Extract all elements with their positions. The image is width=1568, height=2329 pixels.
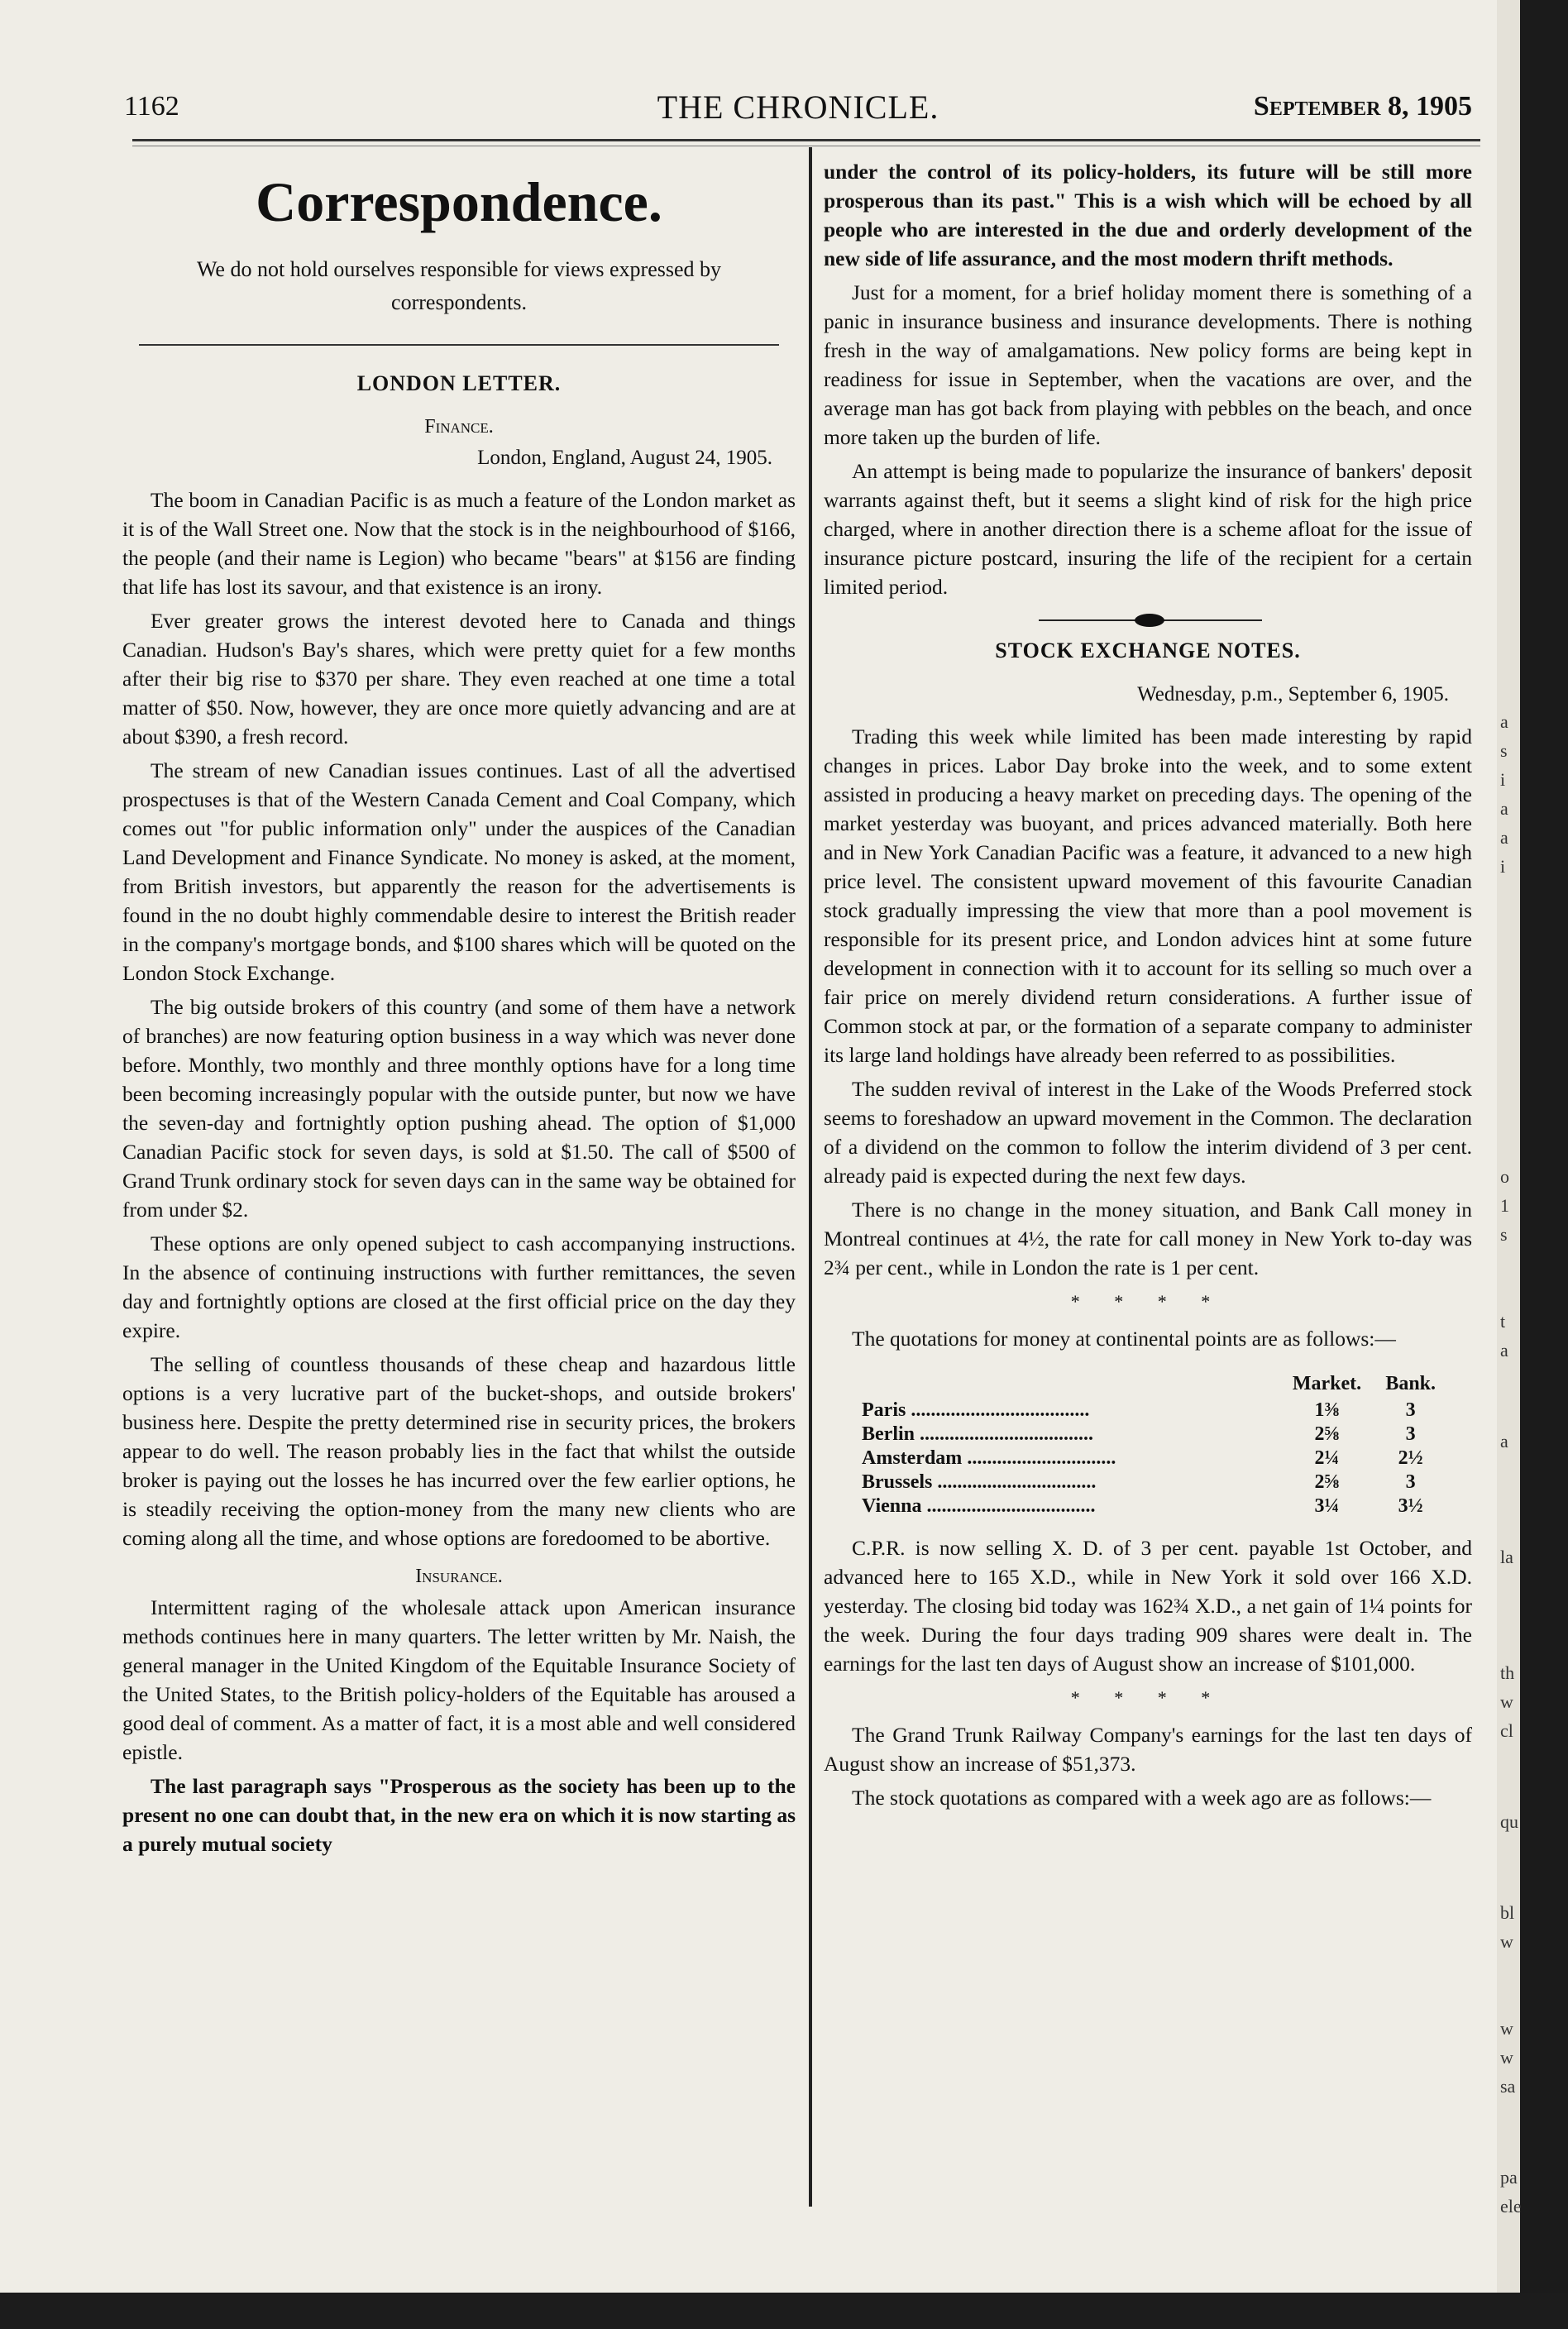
- table-header-row: [857, 1370, 1452, 1399]
- margin-fragment: i: [1500, 769, 1506, 790]
- paragraph: C.P.R. is now selling X. D. of 3 per cent. payable 1st October, and advanced here to 165 X.D., while in New York it sold over 166 X.D. yesterday. The closing bid today was 162¾ X.D., a net gain of 1¼ points for the week. During the four days trading 909 shares were dealt in. The earnings for the last ten days of August show an increase of $101,000.: [824, 1536, 1472, 1676]
- section-title: Correspondence.: [256, 170, 662, 233]
- table-row: [857, 1447, 1452, 1471]
- paragraph: The stock quotations as compared with a week ago are as follows:—: [852, 1786, 1432, 1810]
- paragraph: The sudden revival of interest in the Lake of the Woods Preferred stock seems to foreshadow an upward movement in the Common. The declaration of a dividend on the common to follow the interim dividend of 3 per cent. already paid is expected during the next few days.: [824, 1077, 1472, 1188]
- rate-place: Vienna ..................................: [862, 1495, 1096, 1517]
- paragraph: under the control of its policy-holders, its future will be still more prosperous than its past." This is a wish which will be echoed by all people who are interested in the due and orderly development of the new side of life assurance, and the most modern thrift methods.: [824, 160, 1472, 270]
- paragraph: Ever greater grows the interest devoted here to Canada and things Canadian. Hudson's Bay's shares, which were pretty quiet for a few months after their big rise to $370 per share. They even reached at one time a total matter of $50. Now, however, they are once more quietly advancing and are at about $390, a fresh record.: [122, 609, 796, 748]
- margin-fragment: a: [1500, 1431, 1508, 1451]
- rate-market: 2¼: [1314, 1447, 1340, 1469]
- ornament-dot: [1135, 614, 1164, 627]
- scan-bottom-edge: [0, 2293, 1568, 2329]
- table-row: [857, 1494, 1452, 1518]
- margin-fragment: ele: [1500, 2196, 1522, 2217]
- margin-fragment: bl: [1500, 1902, 1515, 1923]
- article-dateline: London, England, August 24, 1905.: [477, 447, 772, 469]
- separator-stars: * * * *: [1070, 1687, 1226, 1708]
- margin-fragment: sa: [1500, 2076, 1516, 2097]
- rate-bank: 3: [1405, 1423, 1416, 1445]
- money-rates-table: [857, 1370, 1452, 1518]
- rate-market: 2⅝: [1314, 1423, 1340, 1445]
- article-title: STOCK EXCHANGE NOTES.: [995, 638, 1301, 662]
- paragraph: Just for a moment, for a brief holiday moment there is something of a panic in insurance business and insurance developments. There is nothing fresh in the way of amalgamations. New policy forms are being kept in readiness for issue in September, when the vacations are over, and the average man has got back from playing with pebbles on the beach, and once more taken up the burden of life.: [824, 280, 1472, 449]
- margin-fragment: 1: [1500, 1195, 1509, 1216]
- paragraph: An attempt is being made to popularize the insurance of bankers' deposit warrants against theft, but it seems a slight kind of risk for the high price charged, where in another direction there is a scheme afloat for the issue of insurance picture postcard, insuring the life of the recipient for a certain limited period.: [824, 459, 1472, 599]
- margin-fragment: o: [1500, 1166, 1509, 1187]
- margin-fragment: la: [1500, 1547, 1513, 1567]
- paragraph: There is no change in the money situation, and Bank Call money in Montreal continues at 4½, the rate for call money in New York to-day was 2¾ per cent., while in London the rate is 1 per cent.: [824, 1198, 1472, 1279]
- rate-place: Paris ....................................: [862, 1399, 1090, 1421]
- margin-fragment: s: [1500, 740, 1508, 761]
- column-divider: [809, 147, 812, 2207]
- left-column: [122, 157, 796, 1863]
- paragraph: The stream of new Canadian issues continues. Last of all the advertised prospectuses is that of the Western Canada Cement and Coal Company, which comes out "for public information only" under the auspices of the Canadian Land Development and Finance Syndicate. No money is asked, at the moment, from British investors, but apparently the reason for the advertisements is found in the no doubt highly commendable desire to interest the British reader in the company's mortgage bonds, and $100 shares which will be quoted on the London Stock Exchange.: [122, 758, 796, 985]
- table-row: [857, 1423, 1452, 1447]
- insurance-subhead: Insurance.: [415, 1566, 503, 1587]
- disclaimer: We do not hold ourselves responsible for views expressed by correspondents.: [196, 257, 722, 314]
- table-header-bank: Bank.: [1385, 1373, 1437, 1394]
- margin-fragment: qu: [1500, 1811, 1518, 1832]
- rate-place: Brussels ................................: [862, 1471, 1097, 1493]
- paragraph: Intermittent raging of the wholesale attack upon American insurance methods continues here in many quarters. The letter written by Mr. Naish, the general manager in the United Kingdom of the Equitable Insurance Society of the United States, to the British policy-holders of the Equitable has aroused a good deal of comment. As a matter of fact, it is a most able and well considered epistle.: [122, 1595, 796, 1764]
- rate-place: Amsterdam ..............................: [862, 1447, 1116, 1469]
- margin-fragment: i: [1500, 856, 1506, 877]
- rate-market: 3¼: [1314, 1495, 1340, 1517]
- margin-fragment: w: [1500, 1691, 1513, 1712]
- rate-place: Berlin ...................................: [862, 1423, 1093, 1445]
- table-row: [857, 1399, 1452, 1423]
- separator-stars: * * * *: [1070, 1291, 1226, 1312]
- paragraph: The selling of countless thousands of these cheap and hazardous little options is a very lucrative part of the bucket-shops, and outside brokers' business here. Despite the pretty determined rise in security prices, the brokers appear to do well. The reason probably lies in the fact that whilst the outside broker is paying out the losses he has incurred over the few earlier options, he is steadily receiving the option-money from the many new clients who are coming along all the time, and whose options are foredoomed to be abortive.: [122, 1352, 796, 1550]
- margin-fragment: a: [1500, 827, 1508, 848]
- margin-fragment: pa: [1500, 2167, 1518, 2188]
- margin-fragment: a: [1500, 711, 1508, 732]
- right-column: [824, 157, 1472, 1817]
- rate-bank: 3: [1405, 1399, 1416, 1421]
- paragraph: These options are only opened subject to cash accompanying instructions. In the absence of continuing instructions with further remittances, the seven day and fortnightly options are closed at the first official price on the day they expire.: [122, 1231, 796, 1342]
- section-ornament: [824, 613, 1472, 628]
- paragraph: The last paragraph says "Prosperous as the society has been up to the present no one can doubt that, in the new era on which it is now starting as a purely mutual society: [122, 1774, 796, 1856]
- scan-edge: [1520, 0, 1568, 2329]
- rate-market: 2⅝: [1314, 1471, 1340, 1493]
- finance-subhead: Finance.: [424, 416, 494, 438]
- rate-bank: 2½: [1398, 1447, 1423, 1469]
- margin-fragment: w: [1500, 1931, 1513, 1952]
- table-header-market: Market.: [1292, 1373, 1362, 1394]
- header-rule: [132, 139, 1480, 141]
- rate-market: 1⅜: [1314, 1399, 1340, 1421]
- margin-fragment: t: [1500, 1311, 1506, 1332]
- section-rule: [139, 344, 779, 346]
- margin-fragment: s: [1500, 1224, 1508, 1245]
- margin-fragment: cl: [1500, 1720, 1513, 1741]
- table-header-place: [857, 1370, 1285, 1399]
- paragraph: The big outside brokers of this country (and some of them have a network of branches) are now featuring option business in a way which was never done before. Monthly, two monthly and three monthly options have for a long time been becoming increasingly popular with the outside punter, but now we have the seven-day and fortnightly option pushing ahead. The option of $1,000 Canadian Pacific stock for seven days, is sold at $1.50. The call of $500 of Grand Trunk ordinary stock for seven days can in the same way be obtained for from under $2.: [122, 995, 796, 1222]
- paragraph: The boom in Canadian Pacific is as much a feature of the London market as it is of the Wall Street one. Now that the stock is in the neighbourhood of $166, the people (and their name is Legion) who became "bears" at $156 are finding that life has lost its savour, and that existence is an irony.: [122, 488, 796, 599]
- margin-fragment: w: [1500, 2047, 1513, 2068]
- rate-bank: 3½: [1398, 1495, 1423, 1517]
- margin-fragment: w: [1500, 2018, 1513, 2039]
- margin-fragment: a: [1500, 1340, 1508, 1361]
- adjacent-page-strip: [1497, 0, 1520, 2329]
- margin-fragment: a: [1500, 798, 1508, 819]
- article-dateline: Wednesday, p.m., September 6, 1905.: [1137, 683, 1449, 705]
- issue-date: September 8, 1905: [1253, 91, 1472, 122]
- margin-fragment: th: [1500, 1662, 1515, 1683]
- paragraph: The Grand Trunk Railway Company's earnings for the last ten days of August show an increase of $51,373.: [824, 1723, 1472, 1776]
- table-row: [857, 1471, 1452, 1494]
- publication-title: THE CHRONICLE.: [657, 88, 939, 126]
- article-title: LONDON LETTER.: [356, 371, 562, 395]
- paragraph: Trading this week while limited has been made interesting by rapid changes in prices. Labor Day broke into the week, and to some extent assisted in producing a heavy market on preceding days. The opening of the market yesterday was buoyant, and prices advanced materially. Both here and in New York Canadian Pacific was a feature, it advanced to a new high price level. The consistent upward movement of this favourite Canadian stock gradually impressing the view that more than a pool movement is responsible for its present price, and London advices hint at some future development in connection with it to account for its selling so much over a fair price on merely dividend return considerations. A further issue of Common stock at par, or the formation of a separate company to administer its large land holdings have already been referred to as possibilities.: [824, 725, 1472, 1067]
- paragraph: The quotations for money at continental points are as follows:—: [852, 1327, 1396, 1351]
- rate-bank: 3: [1405, 1471, 1416, 1493]
- page-number: 1162: [124, 91, 179, 122]
- page-header: [124, 84, 1472, 131]
